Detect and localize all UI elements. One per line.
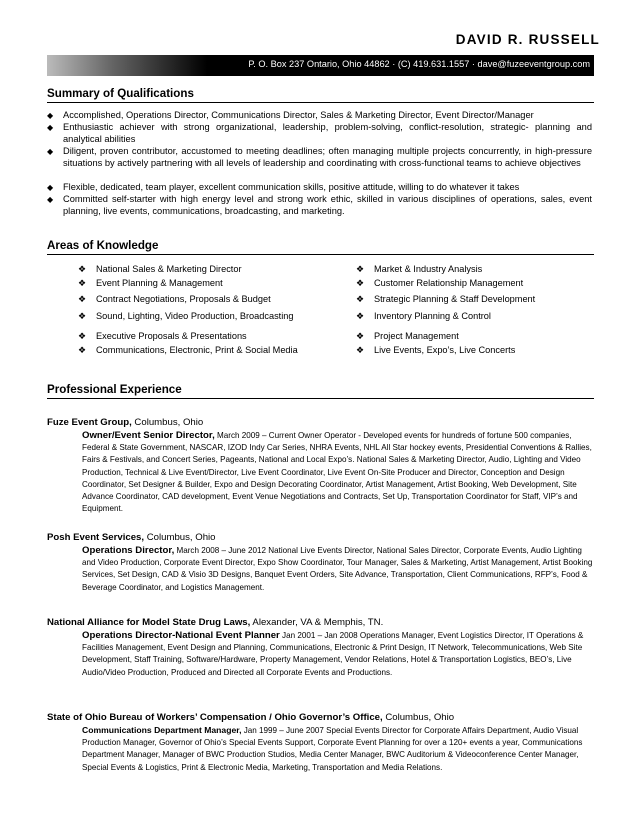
summary-item: ◆ Flexible, dedicated, team player, excellent communication skills, positive attitude, willing to do whatever it takes	[47, 182, 520, 192]
knowledge-item: ❖ Event Planning & Management	[78, 278, 223, 288]
job-details: March 2008 – June 2012 National Live Events Director, National Sales Director, Corporate Events, Audio Lighting and Video Production, Corporate Event Director, Expo Show Coordinator, Tour Manager, Sales & Marketing, Artist Management, Artist Booking Services, Set Design, CAD & Visio 3D Designs, Banquet Event Orders, Site Advance, Transportation, Client Communications, RFP’s, Food & Beverage Coordinator, and Logistics Management.	[82, 546, 593, 592]
knowledge-item: ❖ Inventory Planning & Control	[356, 311, 491, 321]
employer-location: Columbus, Ohio	[131, 417, 204, 428]
star-bullet-icon: ❖	[356, 278, 365, 288]
star-bullet-icon: ❖	[78, 264, 87, 274]
job-details: Jan 1999 – June 2007 Special Events Director for Corporate Affairs Department, Audio Visual Production Manager, Governor of Ohio’s Special Events Support, Corporate Event Planning for over a 120+ events a year, Communications Department Manager, Manager of BWC Production Studios, Media Center Manager, BWC Auditorium & Videoconference Center Manager, Special Events & Logistics, Print & Electronic Media, Marketing, Transportation and Media Relations.	[82, 726, 583, 772]
summary-item: ◆ Diligent, proven contributor, accustomed to meeting deadlines; often managing multiple projects concurrently, in high-pressure situations by actively partnering with all levels of leadership and coordinating with cross-functional teams to achieve objectives	[47, 146, 592, 168]
knowledge-item: ❖ Live Events, Expo’s, Live Concerts	[356, 345, 516, 355]
knowledge-item: ❖ Customer Relationship Management	[356, 278, 524, 288]
star-bullet-icon: ❖	[356, 311, 365, 321]
knowledge-item: ❖ National Sales & Marketing Director	[78, 264, 242, 274]
star-bullet-icon: ❖	[356, 264, 365, 274]
star-bullet-icon: ❖	[78, 345, 87, 355]
knowledge-item: ❖ Sound, Lighting, Video Production, Broadcasting	[78, 311, 294, 321]
job-title: Owner/Event Senior Director,	[82, 430, 215, 441]
experience-heading: Professional Experience	[47, 383, 182, 396]
job-entry	[82, 724, 594, 774]
summary-item: ◆ Enthusiastic achiever with strong organizational, leadership, problem-solving, conflict-resolution, strategic- planning and analytical abilities	[47, 122, 592, 144]
employer-line	[47, 532, 216, 543]
star-bullet-icon: ❖	[78, 294, 87, 304]
star-bullet-icon: ❖	[78, 311, 87, 321]
employer-location: Alexander, VA & Memphis, TN.	[250, 617, 384, 628]
candidate-name: DAVID R. RUSSELL	[455, 32, 600, 47]
summary-rule	[47, 102, 594, 103]
employer-location: Columbus, Ohio	[382, 712, 455, 723]
job-title: Communications Department Manager,	[82, 725, 242, 735]
diamond-bullet-icon: ◆	[47, 183, 54, 192]
contact-bar	[47, 55, 594, 76]
diamond-bullet-icon: ◆	[47, 147, 54, 156]
knowledge-rule	[47, 254, 594, 255]
job-title: Operations Director,	[82, 545, 175, 556]
experience-rule	[47, 398, 594, 399]
employer-location: Columbus, Ohio	[144, 532, 216, 543]
knowledge-item: ❖ Project Management	[356, 331, 459, 341]
star-bullet-icon: ❖	[356, 294, 365, 304]
knowledge-item: ❖ Market & Industry Analysis	[356, 264, 483, 274]
job-title: Operations Director-National Event Planner	[82, 630, 280, 641]
job-entry	[82, 630, 594, 679]
job-entry	[82, 430, 594, 515]
diamond-bullet-icon: ◆	[47, 123, 54, 132]
employer-name: State of Ohio Bureau of Workers’ Compensation / Ohio Governor’s Office,	[47, 712, 383, 723]
knowledge-item: ❖ Executive Proposals & Presentations	[78, 331, 247, 341]
employer-name: National Alliance for Model State Drug Laws,	[47, 617, 251, 628]
contact-bar-gradient	[47, 55, 207, 76]
employer-line	[47, 712, 454, 723]
summary-item: ◆ Accomplished, Operations Director, Communications Director, Sales & Marketing Director, Event Director/Manager	[47, 110, 534, 120]
star-bullet-icon: ❖	[356, 345, 365, 355]
diamond-bullet-icon: ◆	[47, 111, 54, 120]
star-bullet-icon: ❖	[356, 331, 365, 341]
job-details: March 2009 – Current Owner Operator - Developed events for hundreds of fortune 500 companies, Federal & State Government, NASCAR, IZOD Indy Car Series, NHRA Events, NHL All Star hockey events, Presidential Conventions & Rallies, Fairs & Festivals, and Concert Series, Pageants, National and Local Expo’s. National Sales & Marketing Director, Audio, Lighting and Video Production, Technical & Live Event/Director, Live Event Coordinator, Live Event On-Site Producer and Director, Conception and Design Coordinator, Set Designer & Builder, Expo and Design Decorating Coordinator, Artist Management, Artist Booking, Web Development, Site Advance Coordinator, CAD development, Event Venue Negotiations and Contracts, Set Up, Transportation Coordinator for Staff, VIP’s and Equipment.	[82, 431, 592, 514]
knowledge-item: ❖ Strategic Planning & Staff Development	[356, 294, 536, 304]
contact-info: P. O. Box 237 Ontario, Ohio 44862 · (C) 419.631.1557 · dave@fuzeeventgroup.com	[248, 59, 590, 69]
summary-heading: Summary of Qualifications	[47, 87, 194, 100]
summary-item: ◆ Committed self-starter with high energy level and strong work ethic, skilled in various disciplines of operations, sales, event planning, live events, communications, broadcasting, and marketing.	[47, 194, 592, 216]
employer-line	[47, 617, 383, 628]
employer-name: Posh Event Services,	[47, 532, 145, 543]
diamond-bullet-icon: ◆	[47, 195, 54, 204]
employer-line	[47, 417, 203, 428]
star-bullet-icon: ❖	[78, 331, 87, 341]
star-bullet-icon: ❖	[78, 278, 87, 288]
knowledge-item: ❖ Communications, Electronic, Print & Social Media	[78, 345, 298, 355]
knowledge-item: ❖ Contract Negotiations, Proposals & Budget	[78, 294, 271, 304]
knowledge-heading: Areas of Knowledge	[47, 239, 159, 252]
job-entry	[82, 545, 594, 594]
employer-name: Fuze Event Group,	[47, 417, 132, 428]
job-details: Jan 2001 – Jan 2008 Operations Manager, Event Logistics Director, IT Operations & Facilities Management, Event Design and Planning, Communications, Electronic & Print Design, IT Network, Telecommunications, Web Site Development, Staff Training, Software/Hardware, Property Management, Vendor Relations, Hotel & Transportation Logistics, BEO’s, Live Audio/Video Production, Produced and Directed all Corporate Events and Productions.	[82, 631, 584, 677]
